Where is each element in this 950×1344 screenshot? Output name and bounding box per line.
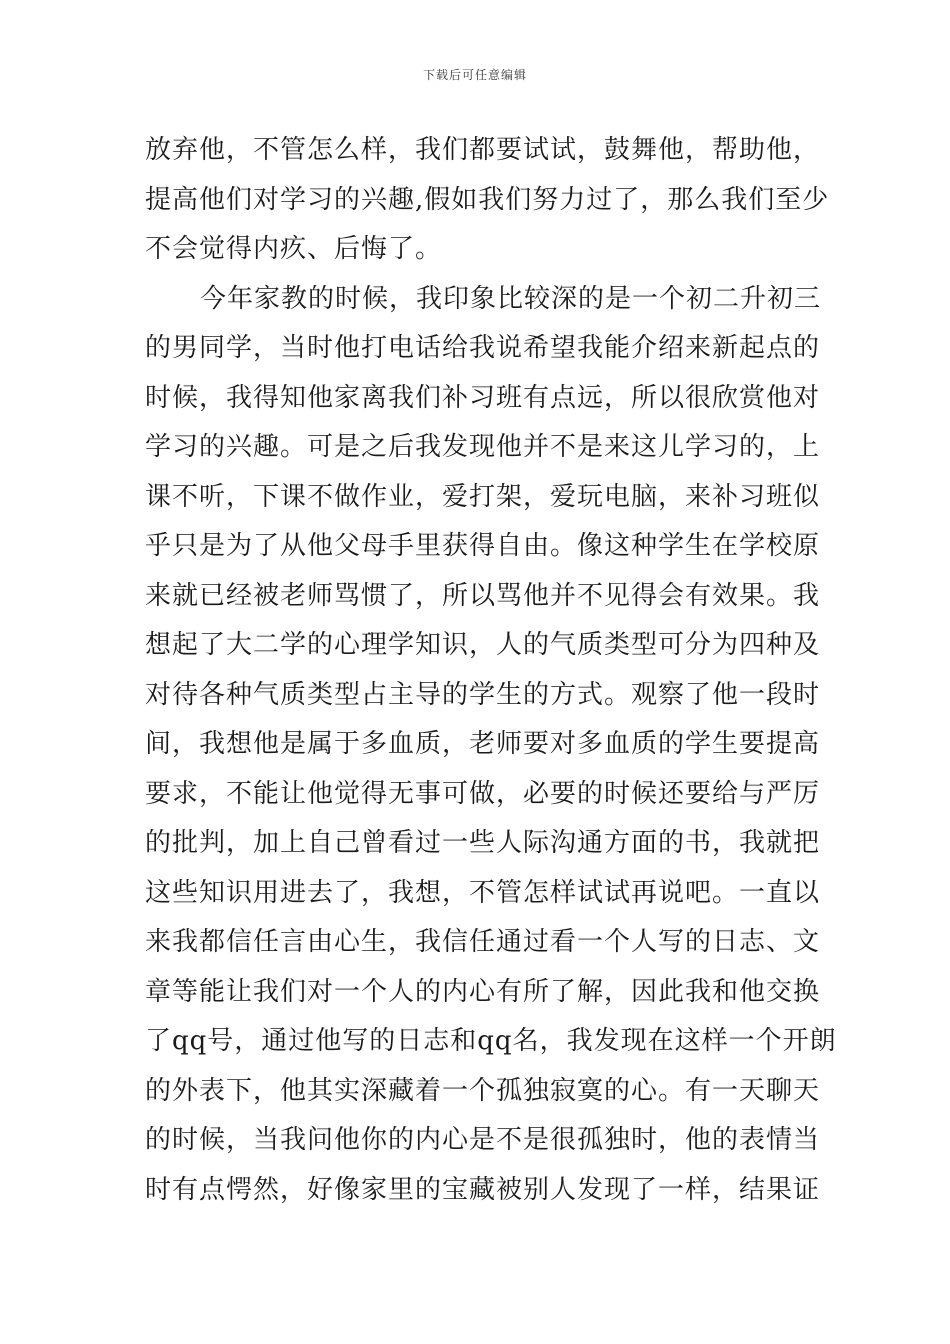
text-line: 放弃他，不管怎么样，我们都要试试，鼓舞他，帮助他， bbox=[145, 135, 821, 165]
text-line: 时有点愕然，好像家里的宝藏被别人发现了一样，结果证 bbox=[145, 1174, 821, 1205]
text-line: 章等能让我们对一个人的内心有所了解，因此我和他交换 bbox=[145, 976, 821, 1007]
text-line: 要求，不能让他觉得无事可做，必要的时候还要给与严厉 bbox=[145, 778, 821, 809]
text-line: 提高他们对学习的兴趣,假如我们努力过了，那么我们至少 bbox=[145, 184, 830, 215]
text-line: 了qq号，通过他写的日志和qq名，我发现在这样一个开朗 bbox=[145, 1026, 837, 1056]
text-line: 课不听，下课不做作业，爱打架，爱玩电脑，来补习班似 bbox=[145, 481, 821, 512]
text-line: 学习的兴趣。可是之后我发现他并不是来这儿学习的，上 bbox=[145, 432, 821, 462]
text-line: 的男同学，当时他打电话给我说希望我能介绍来新起点的 bbox=[145, 333, 821, 363]
text-line: 的外表下，他其实深藏着一个孤独寂寞的心。有一天聊天 bbox=[145, 1075, 821, 1106]
document-body bbox=[145, 126, 837, 1215]
text-line: 间，我想他是属于多血质，老师要对多血质的学生要提高 bbox=[145, 729, 821, 759]
text-line: 对待各种气质类型占主导的学生的方式。观察了他一段时 bbox=[145, 679, 821, 710]
page-header: 下载后可任意编辑 bbox=[422, 68, 527, 82]
text-line: 来就已经被老师骂惯了，所以骂他并不见得会有效果。我 bbox=[145, 580, 821, 611]
text-line: 想起了大二学的心理学知识，人的气质类型可分为四种及 bbox=[145, 630, 821, 660]
text-line: 这些知识用进去了，我想，不管怎样试试再说吧。一直以 bbox=[145, 877, 821, 908]
text-line: 的时候，当我问他你的内心是不是很孤独时，他的表情当 bbox=[145, 1125, 821, 1155]
paragraph-first-line: 今年家教的时候，我印象比较深的是一个初二升初三 bbox=[200, 283, 822, 314]
text-line: 时候，我得知他家离我们补习班有点远，所以很欣赏他对 bbox=[145, 382, 821, 413]
text-line: 不会觉得内疚、后悔了。 bbox=[145, 234, 443, 264]
text-line: 来我都信任言由心生，我信任通过看一个人写的日志、文 bbox=[145, 927, 821, 957]
text-line: 乎只是为了从他父母手里获得自由。像这种学生在学校原 bbox=[145, 531, 821, 561]
text-line: 的批判，加上自己曾看过一些人际沟通方面的书，我就把 bbox=[145, 828, 821, 858]
